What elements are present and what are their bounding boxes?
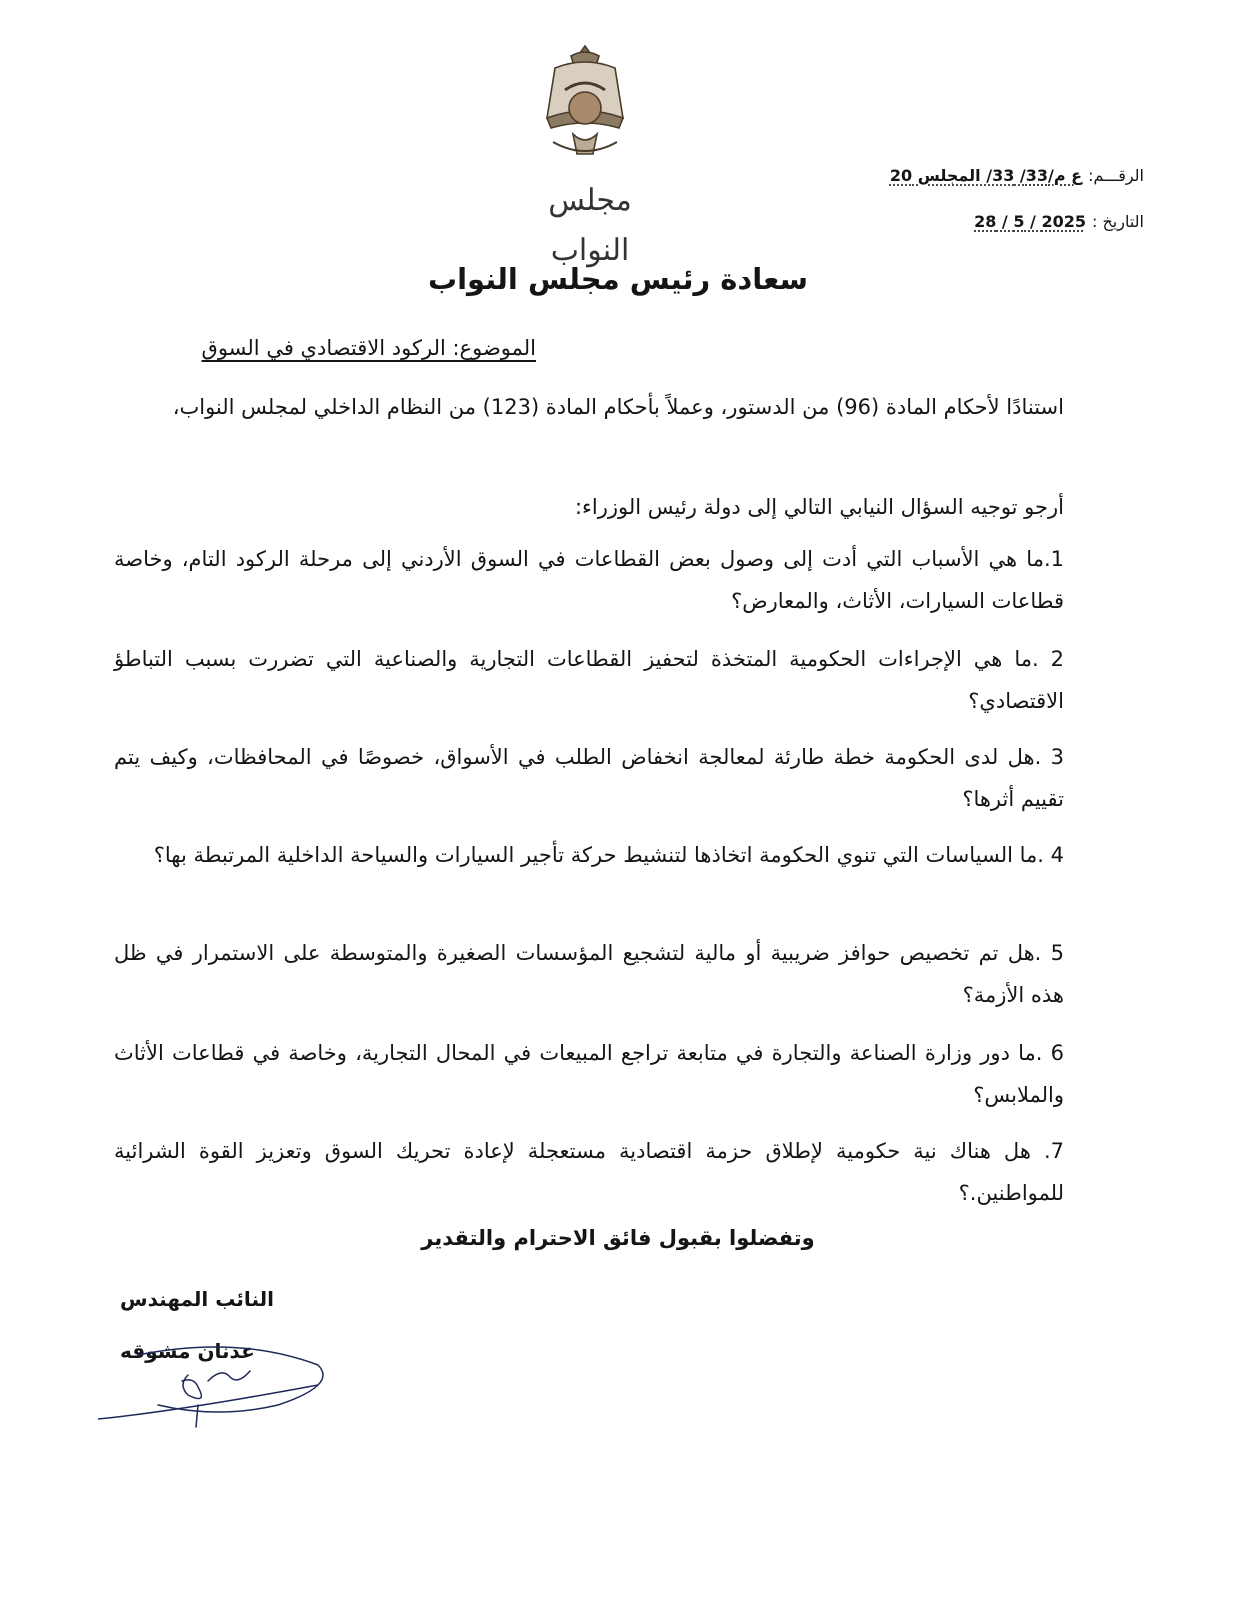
subject-line: الموضوع: الركود الاقتصادي في السوق <box>201 336 536 360</box>
signatory-title: النائب المهندس <box>120 1287 274 1311</box>
reference-number <box>890 166 1144 185</box>
reference-value: ع م/33/ 33/ المجلس 20 <box>889 166 1083 185</box>
date-value: 2025 / 5 / 28 <box>974 212 1086 231</box>
signatory-name: عدنان مشوقه <box>120 1339 255 1363</box>
intro-paragraph: استنادًا لأحكام المادة (96) من الدستور، وعملاً بأحكام المادة (123) من النظام الداخلي لمجلس النواب، <box>172 395 1064 419</box>
question-item: 7. هل هناك نية حكومية لإطلاق حزمة اقتصادية مستعجلة لإعادة تحريك السوق وتعزيز القوة الشرائية للمواطنين.؟ <box>114 1139 1064 1205</box>
closing-line: وتفضلوا بقبول فائق الاحترام والتقدير <box>421 1226 815 1250</box>
reference-label: الرقـــم: <box>1088 166 1144 185</box>
addressee-heading: سعادة رئيس مجلس النواب <box>427 262 809 296</box>
question-item: 3 .هل لدى الحكومة خطة طارئة لمعالجة انخفاض الطلب في الأسواق، خصوصًا في المحافظات، وكيف يتم تقييم أثرها؟ <box>114 745 1064 811</box>
question-item: 2 .ما هي الإجراءات الحكومية المتخذة لتحفيز القطاعات التجارية والصناعية التي تضررت بسبب التباطؤ الاقتصادي؟ <box>114 647 1064 713</box>
date-label: التاريخ : <box>1091 212 1144 231</box>
handwritten-signature-icon <box>98 1335 338 1435</box>
parliament-logotype: مجلس النواب <box>548 183 632 268</box>
question-item: 1.ما هي الأسباب التي أدت إلى وصول بعض القطاعات في السوق الأردني إلى مرحلة الركود التام، وخاصة قطاعات السيارات، الأثاث، والمعارض؟ <box>114 547 1064 613</box>
request-paragraph: أرجو توجيه السؤال النيابي التالي إلى دولة رئيس الوزراء: <box>574 495 1064 519</box>
letter-date <box>974 212 1144 231</box>
question-item: 6 .ما دور وزارة الصناعة والتجارة في متابعة تراجع المبيعات في المحال التجارية، وخاصة في قطاعات الأثاث والملابس؟ <box>114 1041 1064 1107</box>
jordan-coat-of-arms-icon <box>533 42 638 167</box>
question-item: 4 .ما السياسات التي تنوي الحكومة اتخاذها لتنشيط حركة تأجير السيارات والسياحة الداخلية المرتبطة بها؟ <box>153 843 1064 867</box>
question-item: 5 .هل تم تخصيص حوافز ضريبية أو مالية لتشجيع المؤسسات الصغيرة والمتوسطة على الاستمرار في ظل هذه الأزمة؟ <box>114 941 1064 1007</box>
